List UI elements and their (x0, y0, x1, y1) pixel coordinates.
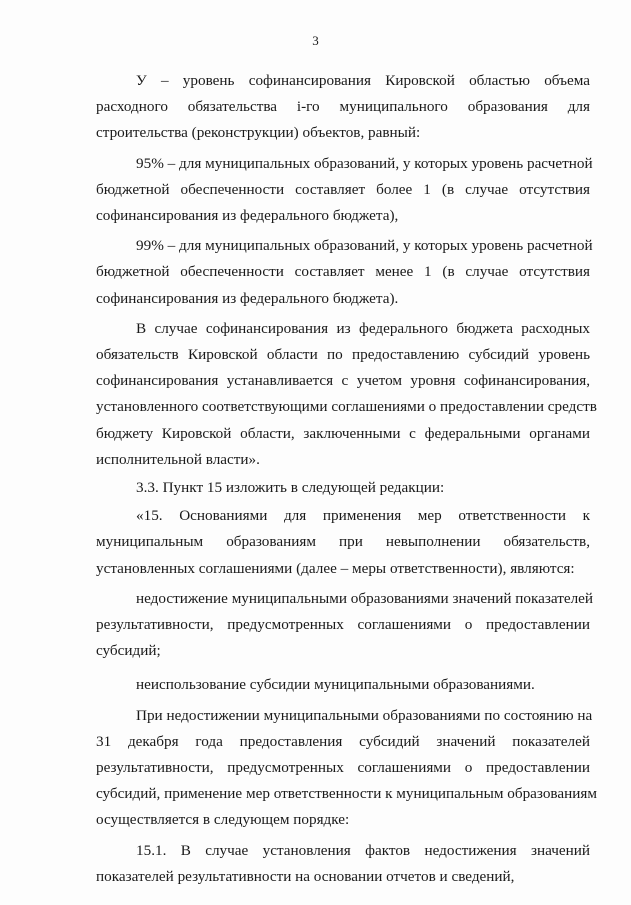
text-line: бюджету Кировской области, заключенными с федеральными органами (96, 424, 590, 442)
text-line: 31 декабря года предоставления субсидий значений показателей (96, 732, 590, 750)
text-line: строительства (реконструкции) объектов, равный: (96, 124, 421, 142)
text-line: У – уровень софинансирования Кировской областью объема (136, 72, 590, 89)
text-line: 15.1. В случае установления фактов недостижения значений (136, 841, 590, 859)
text-line: муниципальным образованиям при невыполнении обязательств, (96, 533, 590, 551)
text-line: установленных соглашениями (далее – меры ответственности), являются: (96, 559, 575, 577)
text-line: «15. Основаниями для применения мер ответственности к (136, 507, 590, 525)
paragraph-p4 (96, 316, 597, 473)
paragraph-p8 (96, 672, 590, 698)
document-body (96, 68, 597, 890)
text-line: результативности, предусмотренных соглашениями о предоставлении (96, 759, 590, 777)
paragraph-p9 (96, 703, 597, 834)
text-line: недостижение муниципальными образованиями значений показателей (136, 589, 594, 607)
text-line: бюджетной обеспеченности составляет менее 1 (в случае отсутствия (96, 263, 590, 281)
text-line: показателей результативности на основании отчетов и сведений, (96, 867, 515, 885)
paragraph-p10 (96, 838, 590, 890)
paragraph-p1 (96, 68, 590, 147)
text-line: бюджетной обеспеченности составляет более 1 (в случае отсутствия (96, 180, 590, 198)
text-line: неиспользование субсидии муниципальными образованиями. (136, 676, 535, 694)
text-line: субсидий; (96, 642, 161, 660)
text-line: софинансирования из федерального бюджета), (96, 207, 399, 225)
page-number: 3 (312, 33, 319, 48)
text-line: софинансирования устанавливается с учетом уровня софинансирования, (96, 372, 590, 390)
text-line: В случае софинансирования из федерального бюджета расходных (136, 319, 590, 337)
text-line: исполнительной власти». (96, 450, 260, 468)
text-line: При недостижении муниципальными образованиями по состоянию на (136, 706, 593, 724)
text-line: софинансирования из федерального бюджета). (96, 289, 399, 307)
paragraph-p6 (96, 503, 590, 582)
text-line: осуществляется в следующем порядке: (96, 811, 350, 829)
text-line: 99% – для муниципальных образований, у которых уровень расчетной (136, 237, 593, 255)
paragraph-p7 (96, 586, 594, 665)
text-line: установленного соответствующими соглашениями о предоставлении средств (96, 398, 597, 416)
text-line: обязательств Кировской области по предоставлению субсидий уровень (96, 346, 590, 364)
text-line: субсидий, применение мер ответственности к муниципальным образованиям (96, 785, 597, 803)
paragraph-p5 (96, 475, 590, 501)
text-line: 95% – для муниципальных образований, у которых уровень расчетной (136, 154, 593, 172)
paragraph-p3 (96, 233, 593, 312)
paragraph-spacer (96, 664, 590, 672)
paragraph-p2 (96, 151, 593, 230)
text-line: 3.3. Пункт 15 изложить в следующей редакции: (136, 479, 445, 497)
text-line: результативности, предусмотренных соглашениями о предоставлении (96, 616, 590, 634)
text-line: расходного обязательства i-го муниципального образования для (96, 98, 590, 116)
